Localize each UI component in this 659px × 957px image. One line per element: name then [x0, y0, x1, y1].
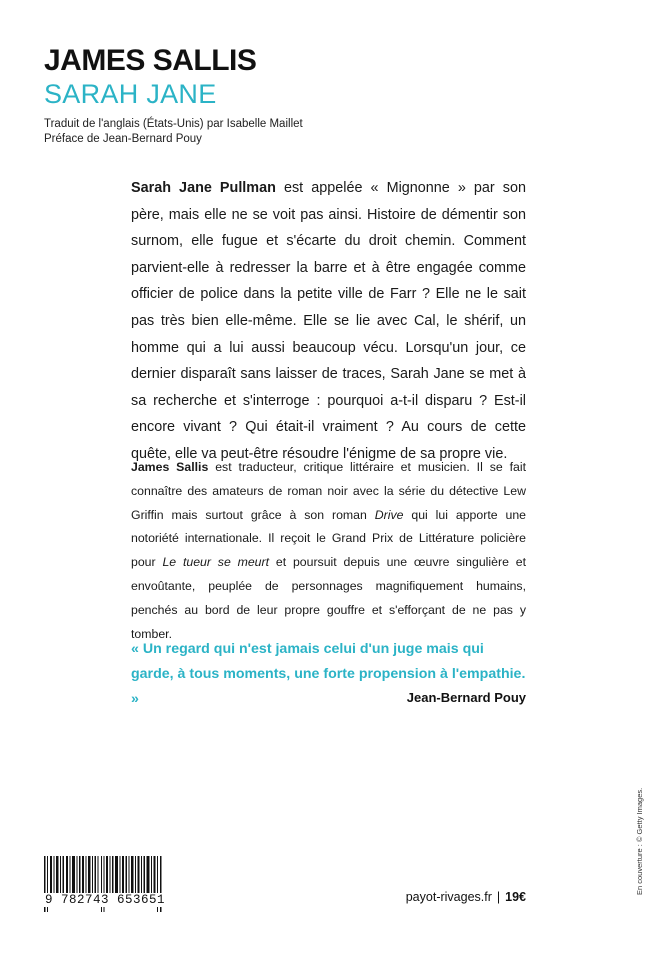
bio-book-tueur: Le tueur se meurt: [162, 555, 270, 570]
synopsis-text: est appelée « Mignonne » par son père, mais elle ne se voit pas ainsi. Histoire de démentir son surnom, elle fugue et s'écarte du droit chemin. Comment parvient-elle à redresser la barre et à être engagée comme officier de police dans la petite ville de Farr ? Elle ne le sait pas très bien elle-même. Elle se lie avec Cal, le shérif, un homme qui a lui aussi beaucoup vécu. Lorsqu'un jour, ce dernier disparaît sans laisser de traces, Sarah Jane se met à sa recherche et s'interroge : pourquoi a-t-il disparu ? Est-il encore vivant ? Qui était-il vraiment ? Au cours de cette quête, elle va peut-être résoudre l'énigme de sa propre vie.: [131, 180, 526, 462]
publisher-website[interactable]: payot-rivages.fr: [405, 890, 492, 904]
bio-book-drive: Drive: [374, 507, 404, 522]
footer-separator: |: [496, 890, 501, 904]
bio-author-name: James Sallis: [131, 460, 209, 474]
publisher-footer: [406, 890, 526, 904]
bio-text-1: est traducteur, critique littéraire et musicien. Il se fait connaître des amateurs de roman noir avec la série du détective Lew Griffin mais surtout grâce à son roman: [131, 460, 526, 522]
cover-photo-credit: En couverture : © Getty Images.: [635, 787, 644, 895]
bio-text-3: et poursuit depuis une œuvre singulière et envoûtante, peuplée de personnages magnifiquement humains, penchés au bord de leur propre gouffre et s'efforçant de ne pas y tomber.: [131, 555, 526, 641]
translation-credit: Traduit de l'anglais (États-Unis) par Isabelle Maillet: [44, 118, 303, 130]
author-bio-paragraph: [131, 456, 526, 646]
price-label: 19€: [505, 890, 526, 904]
bio-text-2: qui lui apporte une notoriété internationale. Il reçoit le Grand Prix de Littérature policière pour: [131, 507, 527, 570]
barcode-number: 9 782743 653651: [45, 893, 166, 907]
book-title: SARAH JANE: [44, 79, 217, 109]
quote-author: Jean-Bernard Pouy: [406, 690, 526, 705]
preface-credit: Préface de Jean-Bernard Pouy: [44, 133, 202, 145]
synopsis-paragraph: [131, 175, 526, 468]
press-quote: « Un regard qui n'est jamais celui d'un juge mais qui garde, à tous moments, une forte propension à l'empathie. »: [131, 641, 526, 707]
synopsis-character-name: Sarah Jane Pullman: [131, 180, 276, 196]
book-author: JAMES SALLIS: [44, 44, 257, 77]
